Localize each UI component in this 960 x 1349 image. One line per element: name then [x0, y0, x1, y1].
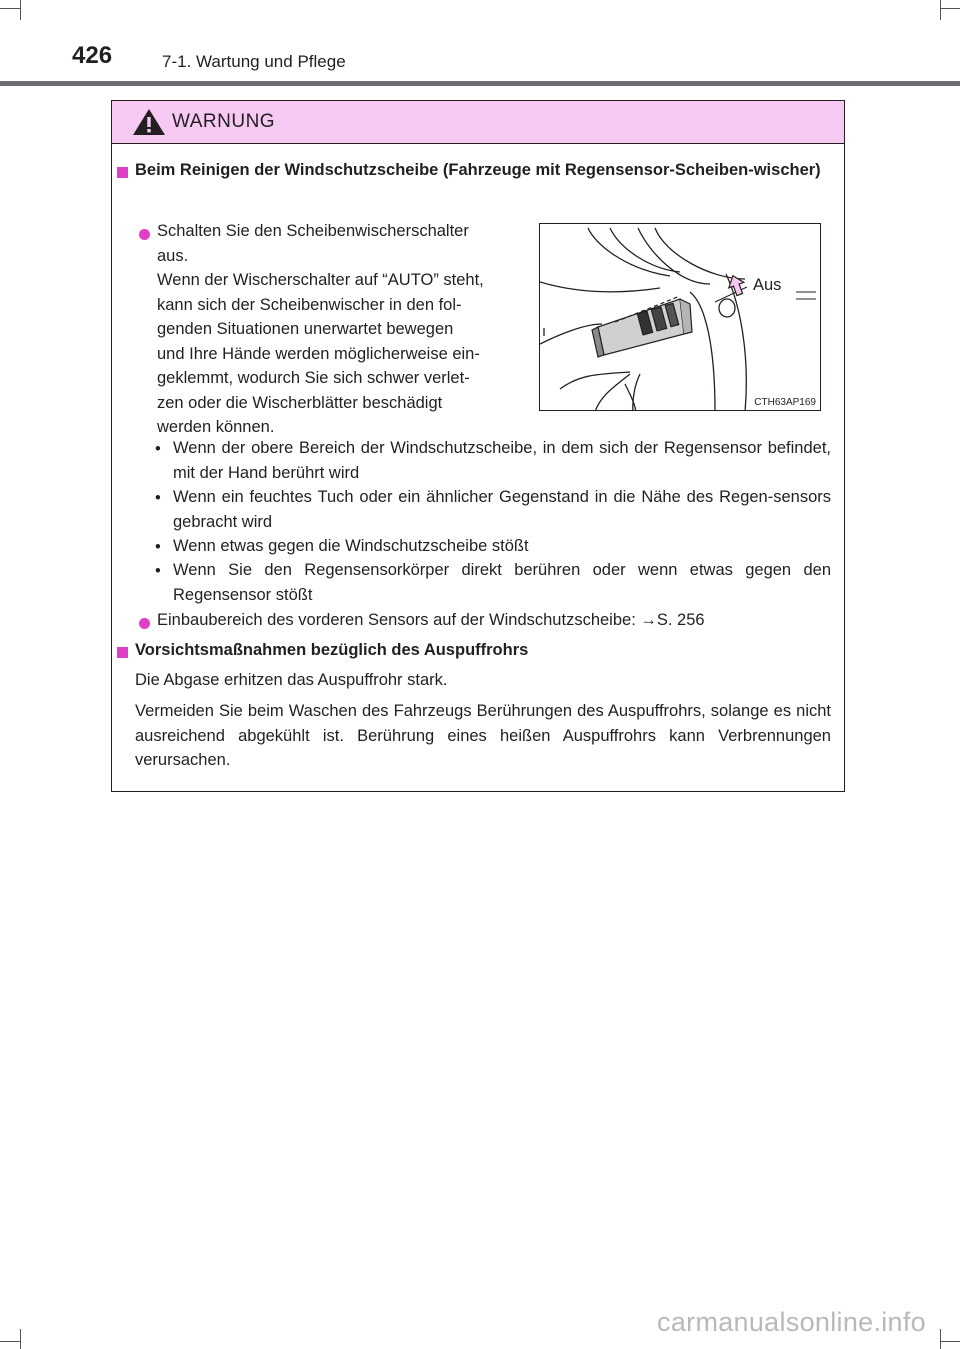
- section-square-bullet: [117, 167, 128, 178]
- sub-bullet-marker: •: [155, 440, 161, 458]
- sub-bullet-3: Wenn etwas gegen die Windschutzscheibe stößt: [173, 537, 529, 555]
- sub-bullet-2: Wenn ein feuchtes Tuch oder ein ähnlicher Gegenstand in die Nähe des Regen-sensors gebracht wird: [173, 488, 831, 531]
- crop-mark: [0, 8, 20, 9]
- crop-mark: [940, 1329, 941, 1349]
- sub-bullet-4: Wenn Sie den Regensensorkörper direkt berühren oder wenn etwas gegen den Regensensor stößt: [173, 561, 831, 604]
- page-number: 426: [72, 42, 113, 69]
- section2-heading: Vorsichtsmaßnahmen bezüglich des Auspuffrohrs: [135, 641, 529, 659]
- item1-text: Schalten Sie den Scheibenwischerschalter aus. Wenn der Wischerschalter auf “AUTO” steht, kann sich der Scheibenwischer in den fol- genden Situationen unerwartet bewegen und Ihre Hände werden möglicherweise ein- geklemmt, wodurch Sie sich schwer verlet- zen oder die Wischerblätter beschädigt werden können.: [157, 222, 484, 436]
- crop-mark: [0, 1341, 20, 1342]
- sub-bullet-marker: •: [155, 562, 161, 580]
- warning-header: [112, 101, 844, 144]
- section2-para1: Die Abgase erhitzen das Auspuffrohr stark.: [135, 671, 448, 689]
- sub-bullet-marker: •: [155, 538, 161, 556]
- sub-bullet-1: Wenn der obere Bereich der Windschutzscheibe, in dem sich der Regensensor befindet, mit der Hand berührt wird: [173, 439, 831, 482]
- item2-text: Einbaubereich des vorderen Sensors auf der Windschutzscheibe: →S. 256: [157, 611, 705, 629]
- crop-mark: [20, 1329, 21, 1349]
- item-dot-bullet: [139, 618, 150, 629]
- crop-mark: [20, 0, 21, 20]
- watermark: carmanualsonline.info: [657, 1307, 926, 1337]
- warning-label: WARNUNG: [172, 111, 276, 132]
- header-rule: [0, 81, 960, 86]
- figure-code: CTH63AP169: [754, 397, 816, 408]
- crop-mark: [940, 1341, 960, 1342]
- wiper-lever-illustration: [540, 224, 821, 411]
- wiper-switch-figure: [539, 223, 821, 411]
- section-title: 7-1. Wartung und Pflege: [162, 52, 346, 71]
- crop-mark: [940, 8, 960, 9]
- figure-label-aus: Aus: [753, 276, 782, 294]
- sub-bullet-marker: •: [155, 489, 161, 507]
- warning-triangle-icon: [132, 108, 166, 136]
- section2-para2: Vermeiden Sie beim Waschen des Fahrzeugs Berührungen des Auspuffrohrs, solange es nicht ausreichend abgekühlt ist. Berührung eines heißen Auspuffrohrs kann Verbrennungen verursachen.: [135, 702, 831, 769]
- crop-mark: [940, 0, 941, 20]
- section1-heading: Beim Reinigen der Windschutzscheibe (Fahrzeuge mit Regensensor-Scheiben-wischer): [135, 161, 821, 179]
- section-square-bullet: [117, 647, 128, 658]
- item-dot-bullet: [139, 229, 150, 240]
